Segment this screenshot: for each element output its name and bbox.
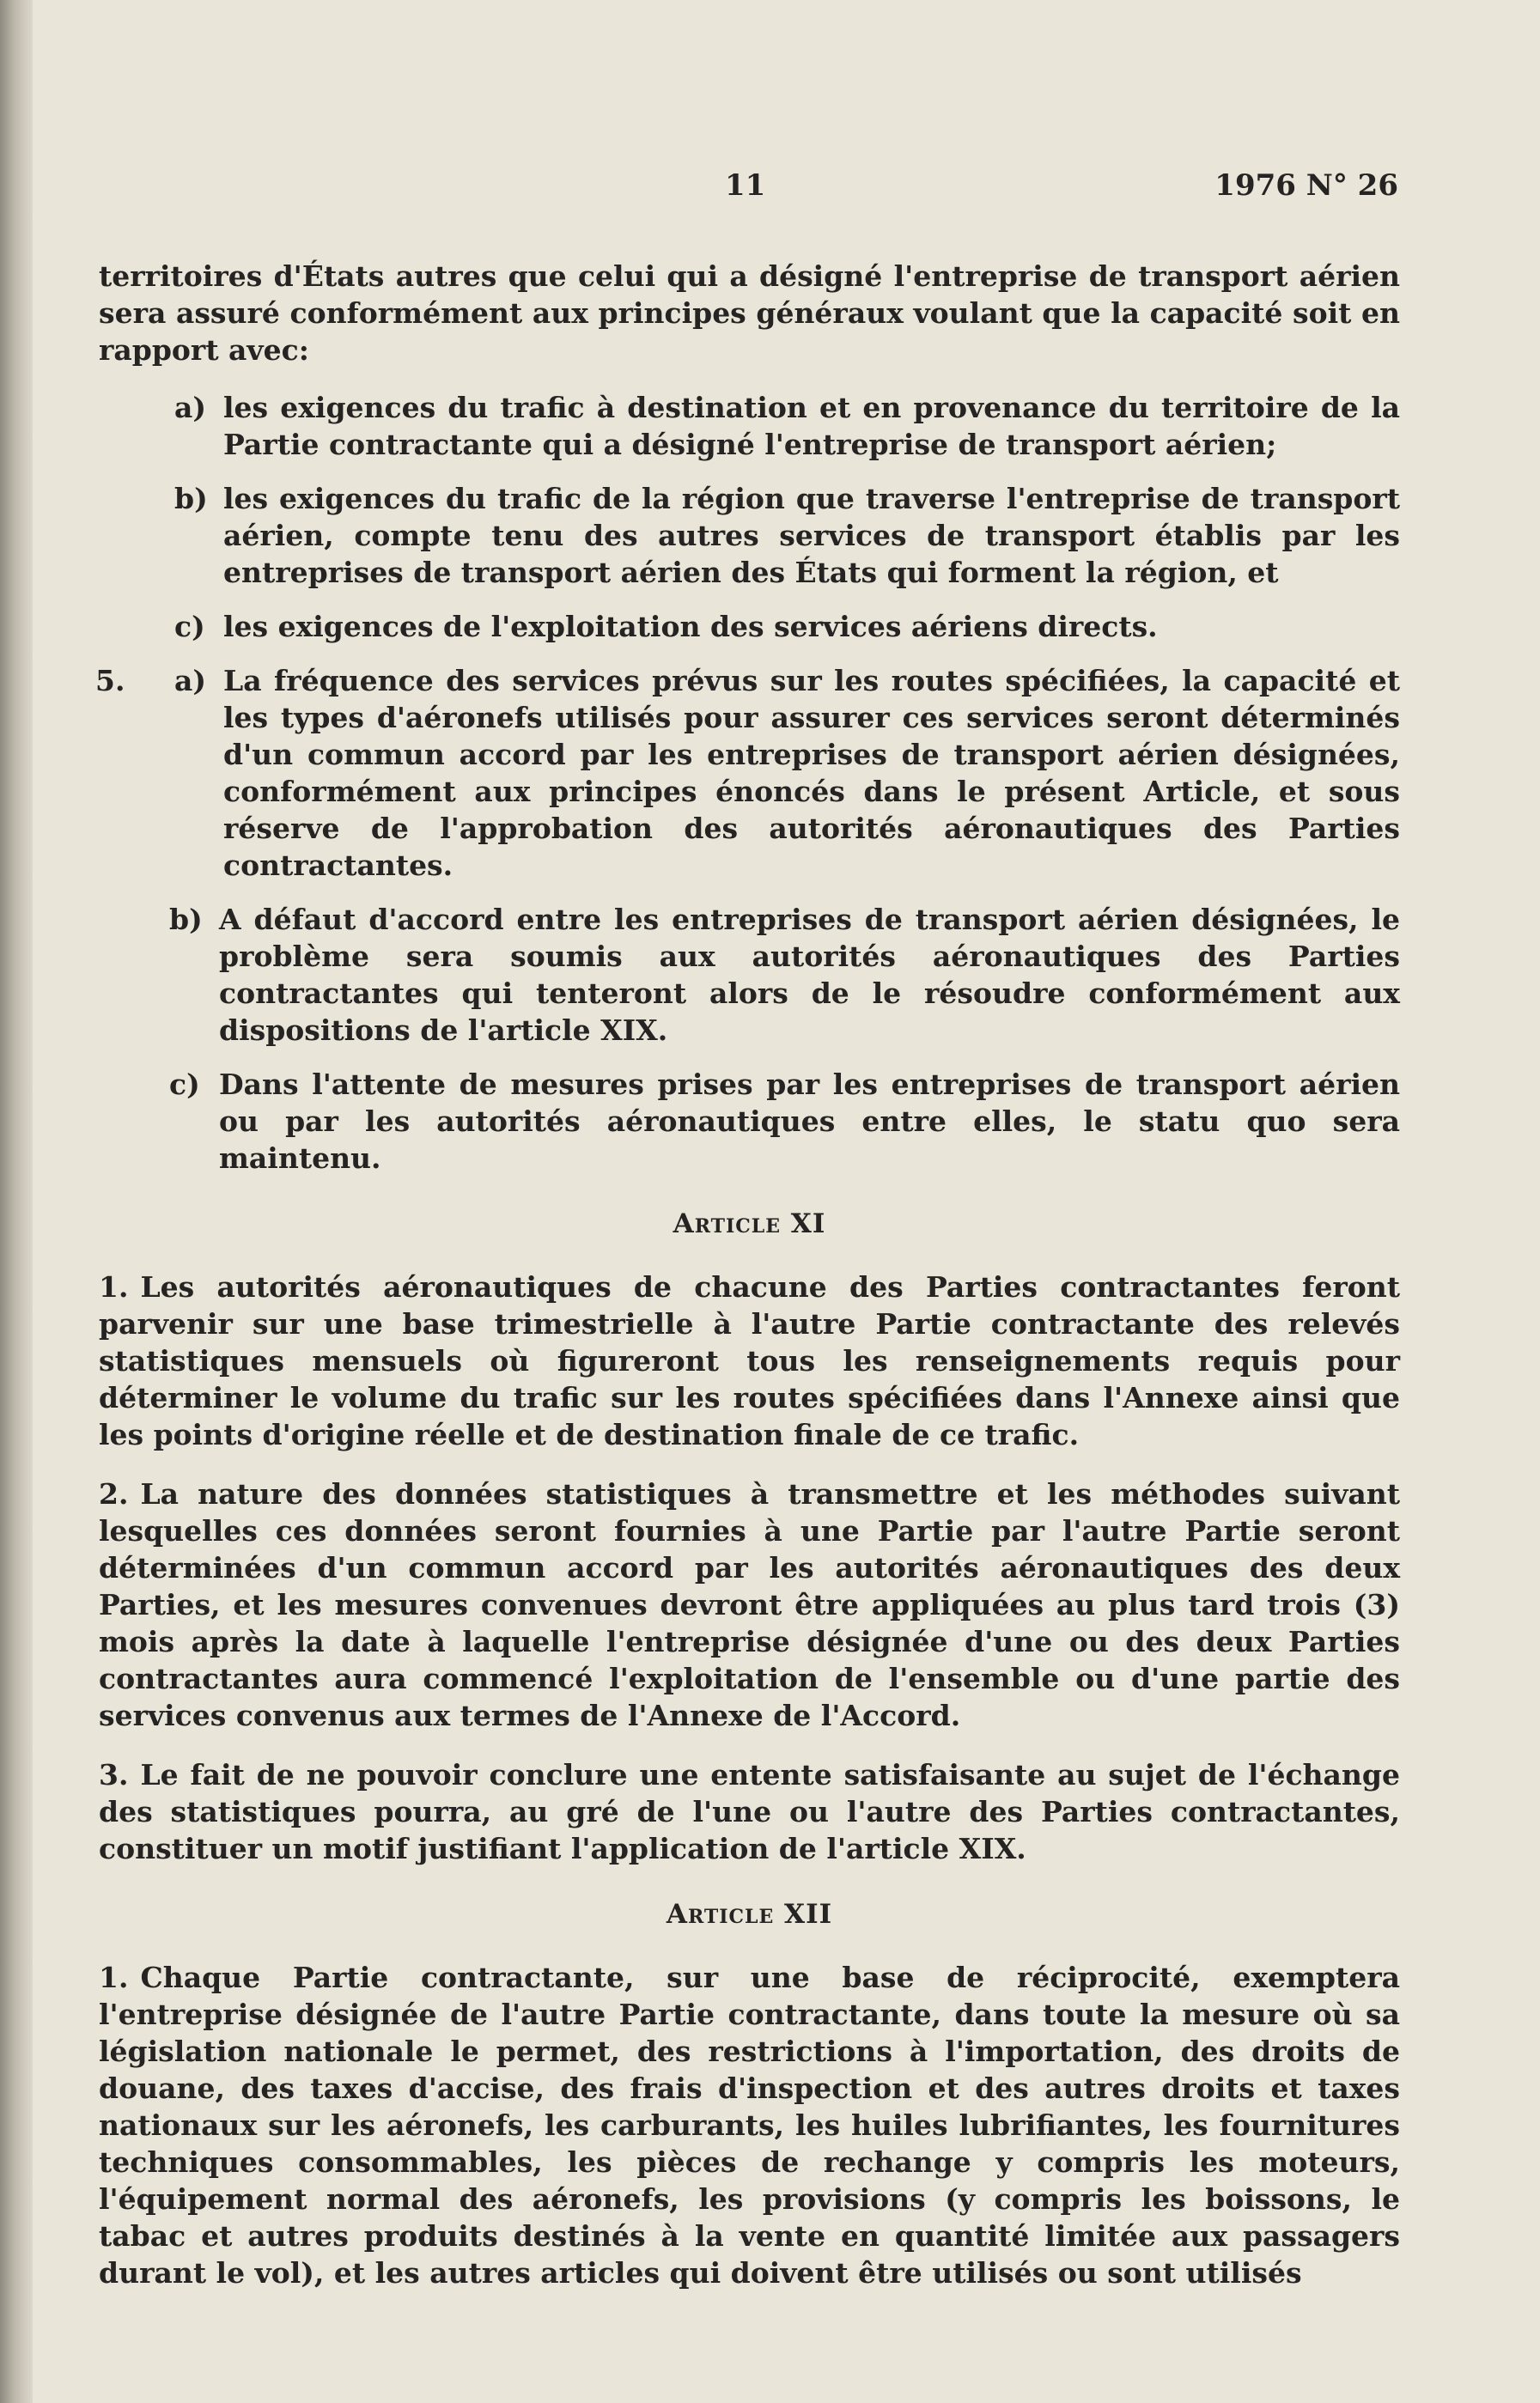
paragraph-text: Le fait de ne pouvoir conclure une entente satisfaisante au sujet de l'échange des statistiques pourra, au gré de l'une ou l'autre des Parties contractantes, constituer un motif justifiant l'application de l'article XIX. (99, 1758, 1400, 1865)
article-heading: Article XI (673, 1208, 826, 1239)
list-item (99, 608, 1400, 645)
article-heading: Article XII (666, 1899, 833, 1930)
item-label: b) (174, 482, 208, 515)
item-text: A défaut d'accord entre les entreprises de transport aérien désignées, le problème sera soumis aux autorités aéronautiques des Parties contractantes qui tenteront alors de le résoudre conformément aux dispositions de l'article XIX. (219, 903, 1400, 1047)
article-paragraph (99, 1268, 1400, 1453)
item-label: a) (174, 391, 206, 424)
page-header (0, 168, 1540, 211)
item-text: les exigences du trafic à destination et en provenance du territoire de la Partie contractante qui a désigné l'entreprise de transport aérien; (223, 391, 1400, 461)
list-item (99, 389, 1400, 463)
paragraph-text: Les autorités aéronautiques de chacune des Parties contractantes feront parvenir sur une base trimestrielle à l'autre Partie contractante des relevés statistiques mensuels où figureront tous les renseignements requis pour déterminer le volume du trafic sur les routes spécifiées dans l'Annexe ainsi que les points d'origine réelle et de destination finale de ce trafic. (99, 1270, 1400, 1451)
paragraph-number: 3. (99, 1758, 129, 1792)
item-label: a) (174, 664, 206, 697)
item-label: b) (169, 903, 203, 936)
paragraph-5 (95, 662, 1400, 1177)
list-item (99, 662, 1400, 884)
article-paragraph (99, 1959, 1400, 2291)
paragraph-text: Chaque Partie contractante, sur une base de réciprocité, exemptera l'entreprise désignée de l'autre Partie contractante, dans toute la mesure où sa législation nationale le permet, des restrictions à l'importation, des droits de douane, des taxes d'accise, des frais d'inspection et des autres droits et taxes nationaux sur les aéronefs, les carburants, les huiles lubrifiantes, les fournitures techniques consommables, les pièces de rechange y compris les moteurs, l'équipement normal des aéronefs, les provisions (y compris les boissons, le tabac et autres produits destinés à la vente en quantité limitée aux passagers durant le vol), et les autres articles qui doivent être utilisés ou sont utilisés (99, 1961, 1400, 2290)
list-item (99, 901, 1400, 1049)
paragraph-number: 1. (99, 1961, 129, 1994)
item-label: c) (174, 610, 205, 643)
paragraph-text: La nature des données statistiques à transmettre et les méthodes suivant lesquelles ces données seront fournies à une Partie par l'autre Partie seront déterminées d'un commun accord par les autorités aéronautiques des deux Parties, et les mesures convenues devront être appliquées au plus tard trois (3) mois après la date à laquelle l'entreprise désignée d'une ou des deux Parties contractantes aura commencé l'exploitation de l'ensemble ou d'une partie des services convenus aux termes de l'Annexe de l'Accord. (99, 1477, 1400, 1732)
item-text: les exigences de l'exploitation des services aériens directs. (223, 610, 1158, 643)
binding-edge (0, 0, 33, 2403)
item-text: Dans l'attente de mesures prises par les entreprises de transport aérien ou par les autorités aéronautiques entre elles, le statu quo sera maintenu. (219, 1068, 1400, 1175)
item-text: les exigences du trafic de la région que traverse l'entreprise de transport aérien, compte tenu des autres services de transport établis par les entreprises de transport aérien des États qui forment la région, et (223, 482, 1400, 589)
item-text: La fréquence des services prévus sur les routes spécifiées, la capacité et les types d'aéronefs utilisés pour assurer ces services seront déterminés d'un commun accord par les entreprises de transport aérien désignées, conformément aux principes énoncés dans le présent Article, et sous réserve de l'approbation des autorités aéronautiques des Parties contractantes. (223, 664, 1400, 882)
item-label: c) (169, 1068, 200, 1101)
paragraph-number: 5. (95, 664, 125, 697)
paragraph-number: 2. (99, 1477, 129, 1511)
page-number: 11 (725, 168, 766, 203)
article-paragraph (99, 1475, 1400, 1734)
page-body (95, 258, 1400, 2314)
article-paragraph (99, 1756, 1400, 1867)
paragraph-number: 1. (99, 1270, 129, 1304)
list-item (99, 480, 1400, 591)
document-reference: 1976 N° 26 (1214, 168, 1398, 203)
list-item (99, 1066, 1400, 1177)
intro-paragraph: territoires d'États autres que celui qui a désigné l'entreprise de transport aérien sera assuré conformément aux principes généraux voulant que la capacité soit en rapport avec: (99, 259, 1400, 367)
